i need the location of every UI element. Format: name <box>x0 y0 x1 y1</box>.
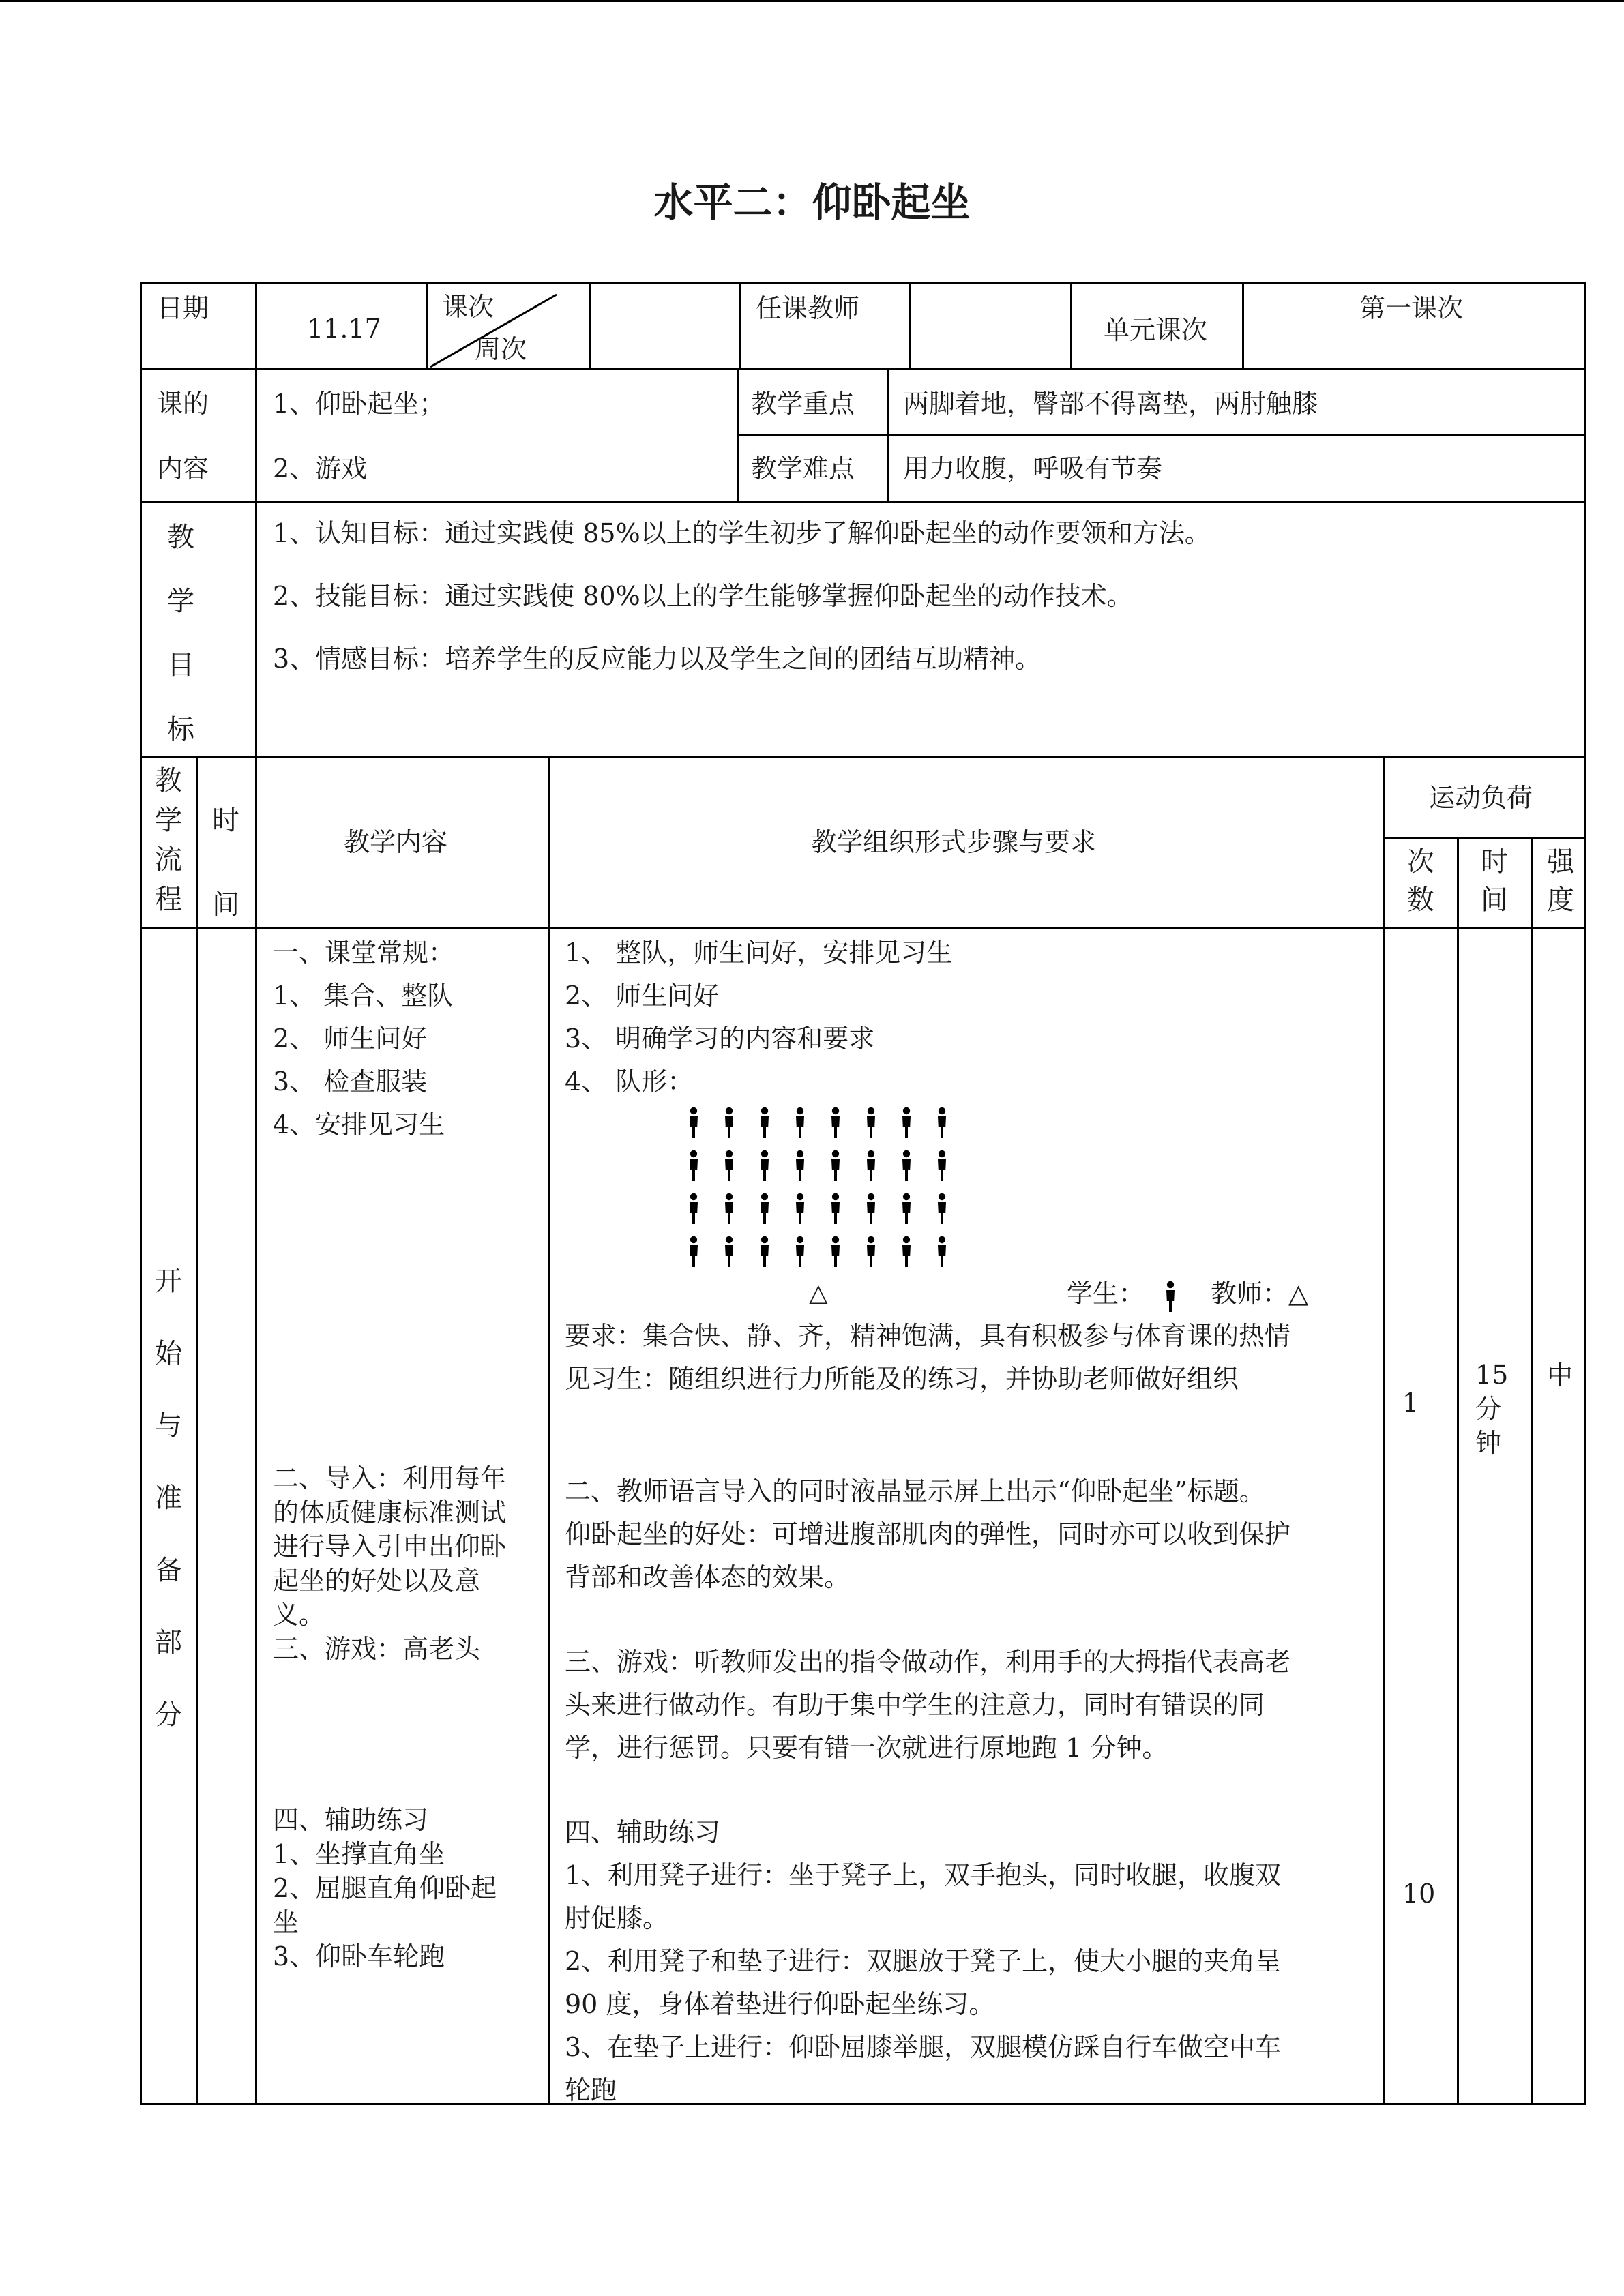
content-item-1: 1、仰卧起坐； <box>273 389 445 419</box>
count-header: 次数 <box>1407 846 1434 916</box>
row-divider <box>142 927 1586 929</box>
intensity-value: 中 <box>1547 1360 1574 1390</box>
legend-teacher-label: 教师：△ <box>1211 1279 1309 1309</box>
flow-label: 教 学 流 程 <box>155 765 182 915</box>
intensity-header: 强度 <box>1547 846 1574 916</box>
col-divider <box>589 284 591 368</box>
col-divider <box>1383 756 1385 2105</box>
org-game: 三、游戏：听教师发出的指令做动作，利用手的大拇指代表高老 头来进行做动作。有助于集中学生的注意力，同时有错误的同 学，进行惩罚。只要有错一次就进行原地跑 1 分钟。 <box>565 1647 1291 1763</box>
count-value-1: 1 <box>1402 1388 1419 1418</box>
organization-column-header: 教学组织形式步骤与要求 <box>811 827 1097 857</box>
content-intro-game: 二、导入：利用每年 的体质健康标准测试 进行导入引申出仰卧 起坐的好处以及意 义。 三、游戏：高老头 <box>273 1463 507 1664</box>
row-divider <box>142 368 1586 370</box>
col-divider <box>255 284 257 368</box>
col-divider <box>1242 284 1244 368</box>
student-person-icon <box>827 1107 844 1139</box>
page-title: 水平二：仰卧起坐 <box>653 179 971 226</box>
row-divider <box>737 434 1586 436</box>
student-person-icon <box>721 1107 737 1139</box>
col-divider <box>1531 837 1533 2105</box>
duration-value: 15 分 钟 <box>1475 1360 1509 1458</box>
row-divider <box>142 756 1586 758</box>
student-person-icon <box>756 1193 773 1225</box>
content-routine: 一、课堂常规： 1、 集合、整队 2、 师生问好 3、 检查服装 4、安排见习生 <box>273 938 455 1139</box>
org-aux-practice: 四、辅助练习 1、利用凳子进行：坐于凳子上，双手抱头，同时收腿，收腹双 肘促膝。 2、利用凳子和垫子进行：双腿放于凳子上，使大小腿的夹角呈 90 度，身体着垫进行仰卧起坐练习。 3、在垫子上进行：仰卧屈膝举腿，双腿模仿踩自行车做空中车 轮跑 <box>565 1817 1282 2105</box>
student-person-icon <box>863 1107 879 1139</box>
teacher-position-triangle: △ <box>809 1279 828 1307</box>
col-divider <box>255 501 257 756</box>
student-person-icon <box>721 1193 737 1225</box>
student-person-icon <box>792 1150 808 1182</box>
org-requirements: 要求：集合快、静、齐，精神饱满，具有积极参与体育课的热情 见习生：随组织进行力所能及的练习，并协助老师做好组织 <box>565 1321 1291 1394</box>
col-divider <box>737 368 739 501</box>
row-divider <box>1385 837 1586 839</box>
student-person-icon <box>934 1236 950 1268</box>
content-column-header: 教学内容 <box>344 827 448 857</box>
student-person-icon <box>721 1150 737 1182</box>
lesson-plan-table <box>140 282 1586 2105</box>
student-person-icon <box>792 1236 808 1268</box>
top-border-line <box>0 0 1624 2</box>
student-person-icon <box>685 1150 702 1182</box>
student-person-icon <box>863 1150 879 1182</box>
student-person-icon <box>792 1193 808 1225</box>
student-person-icon <box>756 1236 773 1268</box>
student-person-icon <box>721 1236 737 1268</box>
student-person-icon <box>685 1236 702 1268</box>
student-person-icon <box>863 1193 879 1225</box>
org-intro: 二、教师语言导入的同时液晶显示屏上出示“仰卧起坐”标题。 仰卧起坐的好处：可增进腹部肌肉的弹性，同时亦可以收到保护 背部和改善体态的效果。 <box>565 1476 1291 1592</box>
student-person-icon <box>827 1236 844 1268</box>
student-person-icon <box>898 1150 915 1182</box>
student-person-icon <box>1162 1281 1179 1313</box>
goal-affective: 3、情感目标：培养学生的反应能力以及学生之间的团结互助精神。 <box>273 644 1042 674</box>
student-person-icon <box>685 1193 702 1225</box>
student-person-icon <box>898 1236 915 1268</box>
student-person-icon <box>863 1236 879 1268</box>
student-person-icon <box>756 1107 773 1139</box>
row-divider <box>142 501 1586 503</box>
time-label: 时 间 <box>212 805 239 921</box>
section-name: 开 始 与 准 备 部 分 <box>155 1266 182 1731</box>
count-value-2: 10 <box>1402 1879 1436 1909</box>
duration-header: 时间 <box>1481 846 1508 916</box>
date-value: 11.17 <box>307 314 381 344</box>
goals-label: 教 学 目 标 <box>167 522 194 745</box>
content-aux-practice: 四、辅助练习 1、坐撑直角坐 2、屈腿直角仰卧起 坐 3、仰卧车轮跑 <box>273 1805 497 1971</box>
student-person-icon <box>827 1193 844 1225</box>
col-divider <box>887 368 889 501</box>
col-divider <box>1070 284 1072 368</box>
exercise-load-header: 运动负荷 <box>1429 783 1533 813</box>
lesson-label: 课次 <box>442 292 494 322</box>
legend-student-label: 学生： <box>1067 1279 1145 1309</box>
col-divider <box>255 368 257 501</box>
week-label: 周次 <box>475 334 527 364</box>
key-point-value: 两脚着地，臀部不得离垫，两肘触膝 <box>903 389 1318 419</box>
goal-skill: 2、技能目标：通过实践使 80%以上的学生能够掌握仰卧起坐的动作技术。 <box>273 581 1133 611</box>
student-person-icon <box>898 1107 915 1139</box>
goal-cognitive: 1、认知目标：通过实践使 85%以上的学生初步了解仰卧起坐的动作要领和方法。 <box>273 518 1211 548</box>
student-person-icon <box>934 1150 950 1182</box>
difficulty-label: 教学难点 <box>751 453 855 483</box>
unit-value: 第一课次 <box>1359 293 1464 323</box>
col-divider <box>739 284 741 368</box>
org-routine: 1、 整队，师生问好，安排见习生 2、 师生问好 3、 明确学习的内容和要求 4、 队形： <box>565 938 953 1097</box>
key-point-label: 教学重点 <box>751 389 855 419</box>
student-person-icon <box>934 1107 950 1139</box>
col-divider <box>1457 837 1459 2105</box>
student-person-icon <box>756 1150 773 1182</box>
content-label-2: 内容 <box>157 453 209 483</box>
student-person-icon <box>685 1107 702 1139</box>
col-divider <box>909 284 911 368</box>
difficulty-value: 用力收腹，呼吸有节奏 <box>903 453 1163 483</box>
student-person-icon <box>827 1150 844 1182</box>
content-item-2: 2、游戏 <box>273 453 368 483</box>
student-person-icon <box>792 1107 808 1139</box>
teacher-label: 任课教师 <box>756 293 860 323</box>
unit-label: 单元课次 <box>1104 315 1208 345</box>
date-label: 日期 <box>157 293 209 323</box>
col-divider <box>196 756 198 2105</box>
student-person-icon <box>898 1193 915 1225</box>
content-label-1: 课的 <box>157 389 209 419</box>
col-divider <box>255 756 257 2105</box>
col-divider <box>548 756 550 2105</box>
student-person-icon <box>934 1193 950 1225</box>
